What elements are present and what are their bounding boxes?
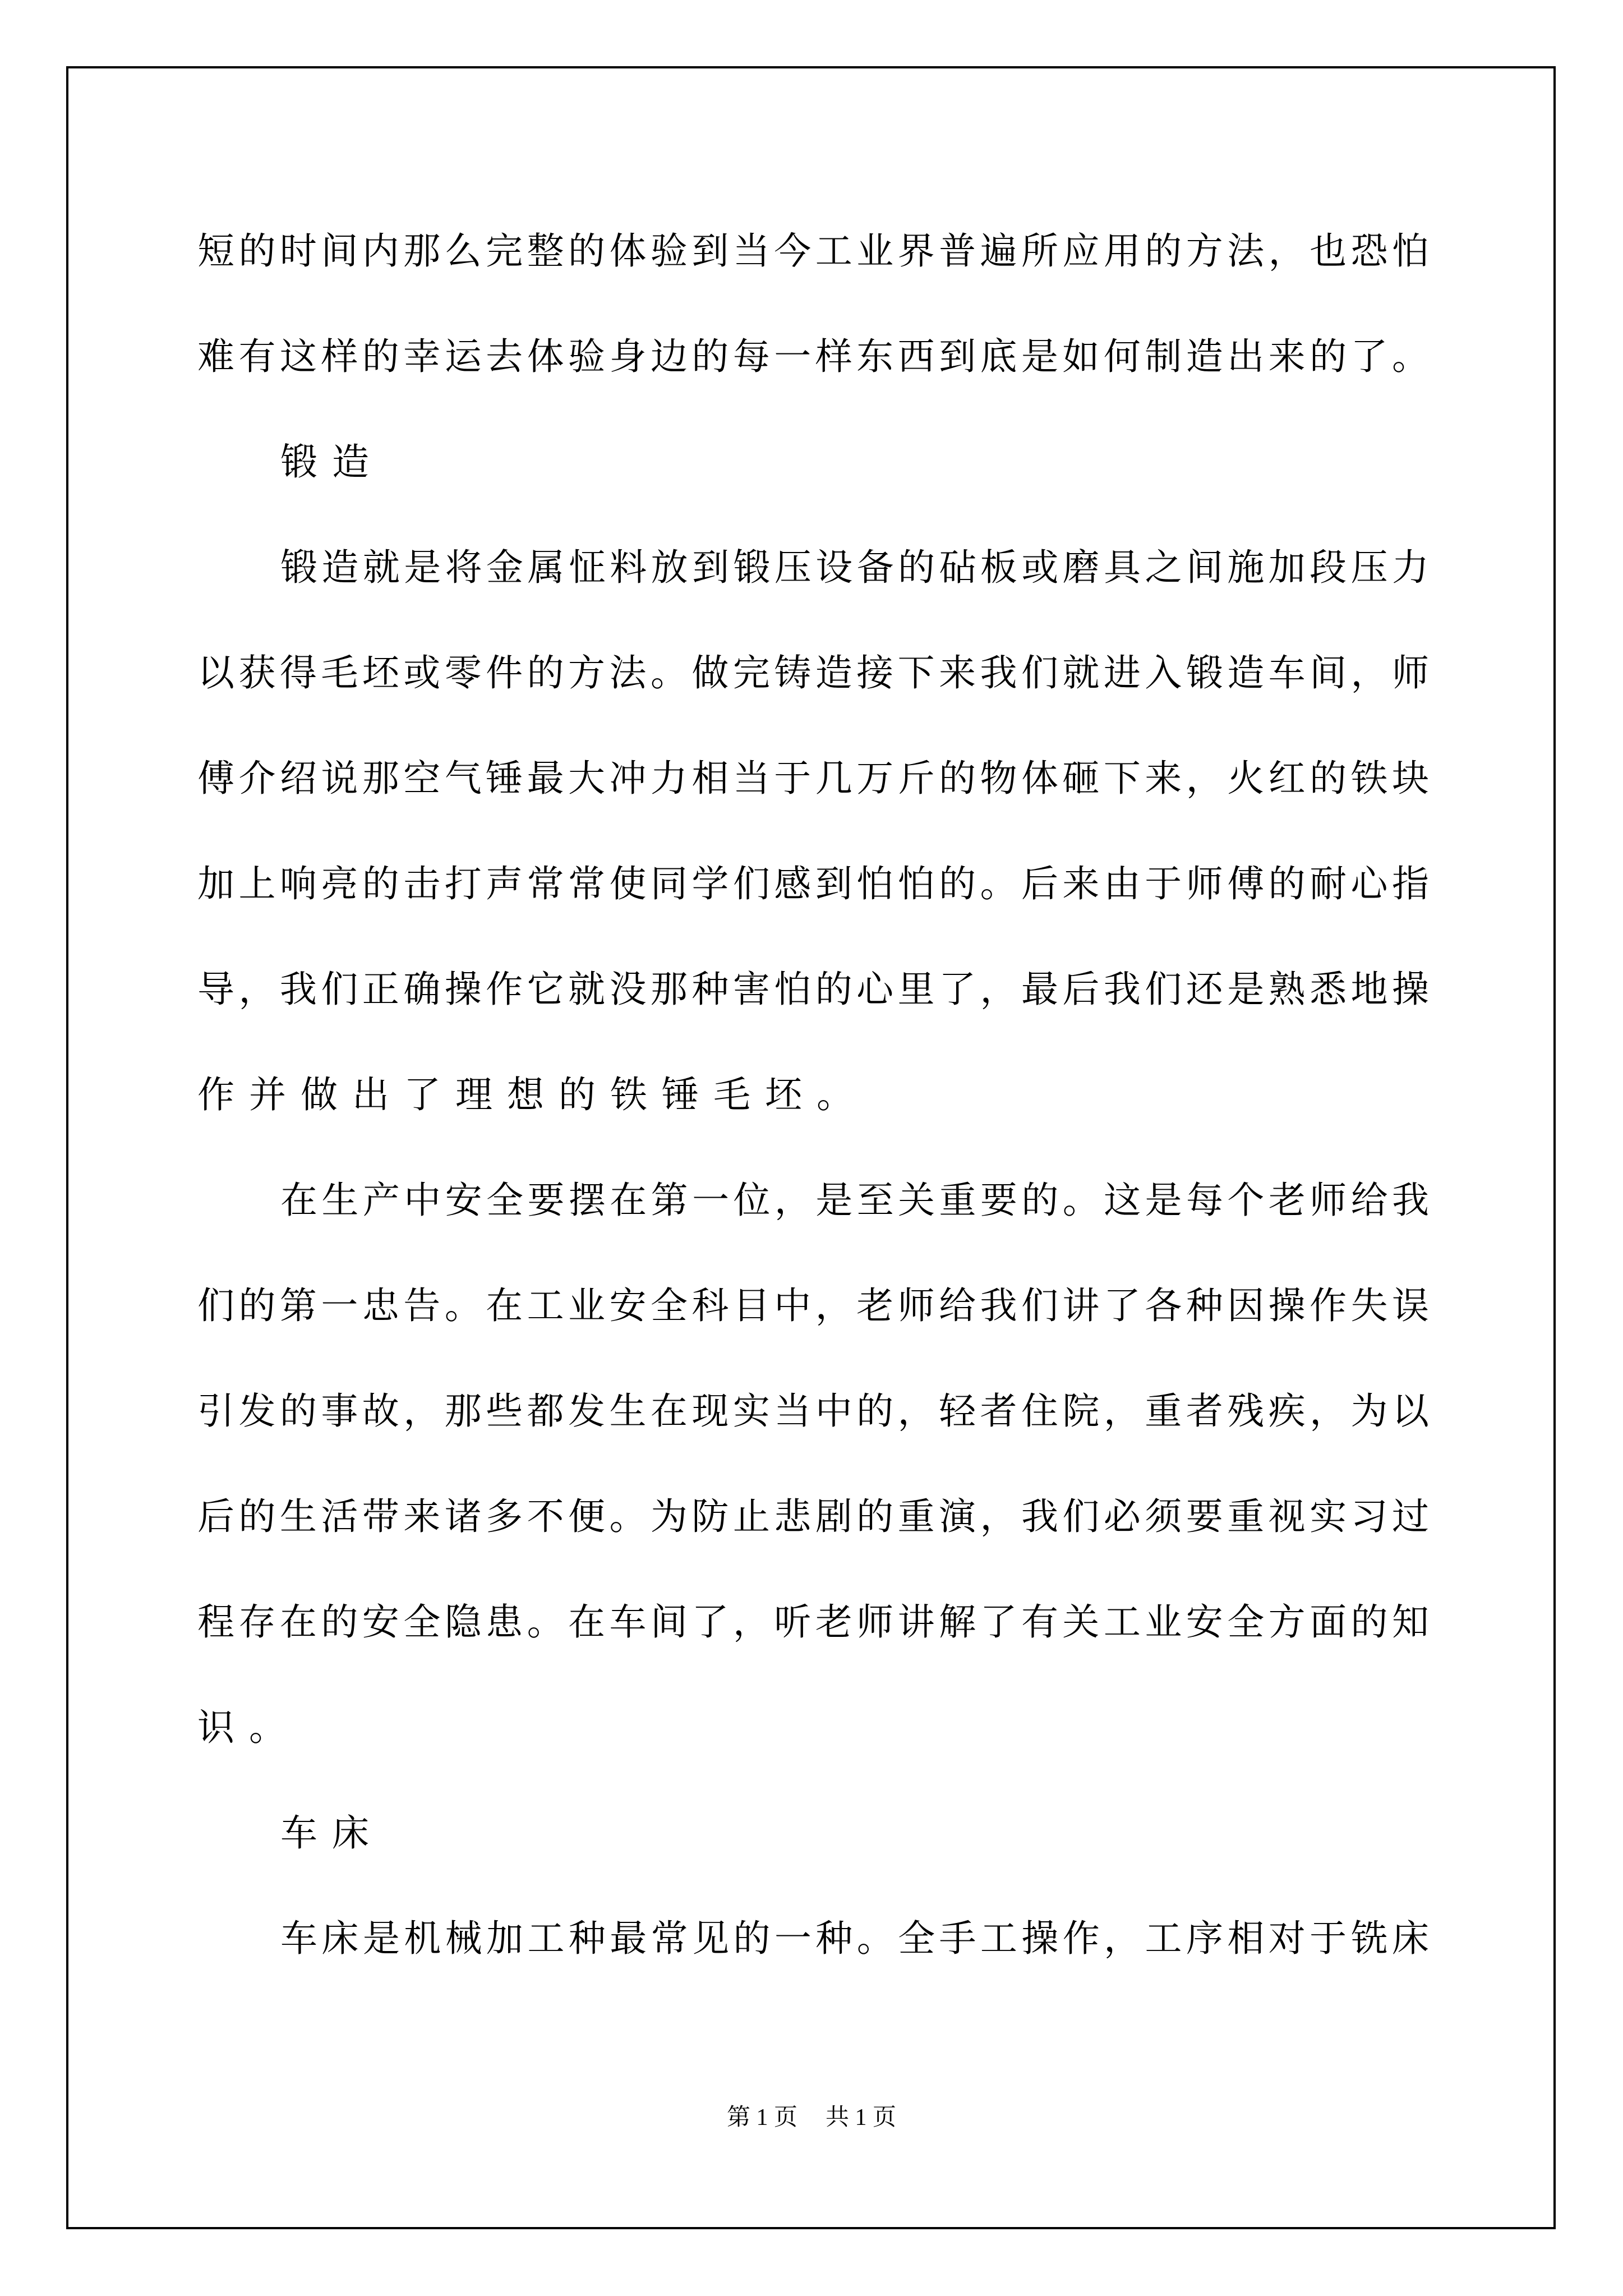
text-line: 以获得毛坯或零件的方法。做完铸造接下来我们就进入锻造车间，师 [197,651,1429,694]
text-line: 傅介绍说那空气锤最大冲力相当于几万斤的物体砸下来，火红的铁块 [197,757,1429,800]
text-line: 引发的事故，那些都发生在现实当中的，轻者住院，重者残疾，为以 [197,1389,1429,1433]
text-line: 车床是机械加工种最常见的一种。全手工操作，工序相对于铣床 [280,1917,1429,1960]
document-body [197,199,1429,1991]
text-line: 车床 [280,1811,384,1855]
text-line: 锻造就是将金属怔料放到锻压设备的砧板或磨具之间施加段压力 [280,546,1429,589]
text-line: 锻造 [280,440,384,484]
text-line: 在生产中安全要摆在第一位，是至关重要的。这是每个老师给我 [280,1179,1429,1222]
text-line: 后的生活带来诸多不便。为防止悲剧的重演，我们必须要重视实习过 [197,1495,1429,1538]
text-line: 程存在的安全隐患。在车间了，听老师讲解了有关工业安全方面的知 [197,1600,1429,1644]
page-footer [0,2101,1623,2134]
page-total: 共 1 页 [826,2105,897,2131]
text-line: 们的第一忠告。在工业安全科目中，老师给我们讲了各种因操作失误 [197,1284,1429,1327]
text-line: 识。 [197,1706,301,1749]
text-line: 短的时间内那么完整的体验到当今工业界普遍所应用的方法，也恐怕 [197,229,1429,273]
text-line: 加上响亮的击打声常常使同学们感到怕怕的。后来由于师傅的耐心指 [197,862,1429,905]
text-line: 难有这样的幸运去体验身边的每一样东西到底是如何制造出来的了。 [197,335,1429,378]
text-line: 作并做出了理想的铁锤毛坯。 [197,1073,868,1116]
text-line: 导，我们正确操作它就没那种害怕的心里了，最后我们还是熟悉地操 [197,968,1429,1011]
page-number: 第 1 页 [726,2105,797,2131]
